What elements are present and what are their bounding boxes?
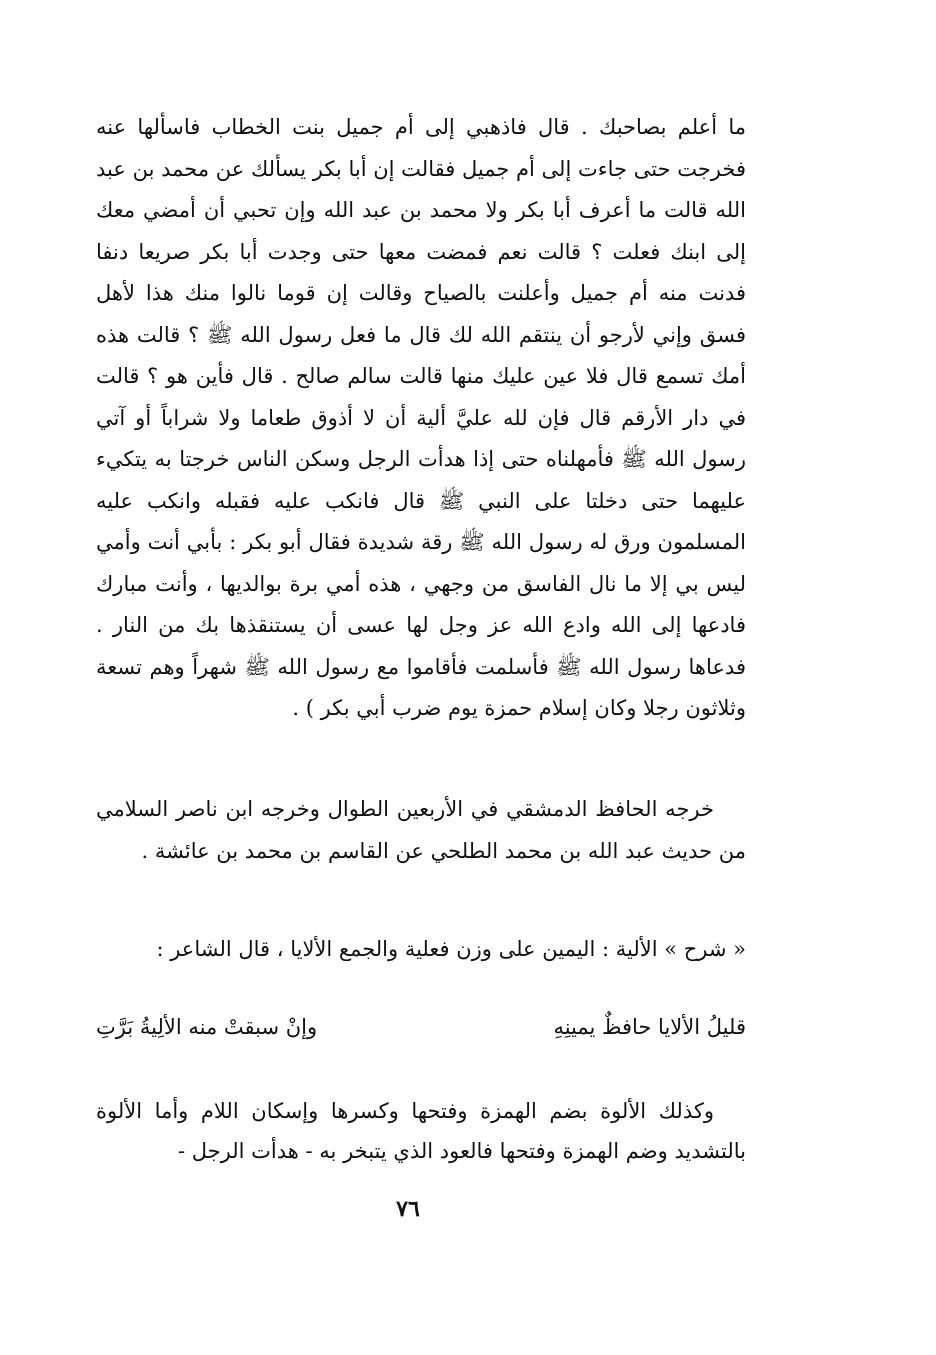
poetry-verse xyxy=(96,1005,746,1049)
final-paragraph: وكذلك الألوة بضم الهمزة وفتحها وكسرها وإسكان اللام وأما الألوة بالتشديد وضم الهمزة وفتحها فالعود الذي يتبخر به - هدأت الرجل - xyxy=(96,1099,746,1163)
verse-second-hemistich: وإنْ سبقتْ منه الألِيةُ بَرَّتِ xyxy=(96,1015,318,1039)
explanation-paragraph: « شرح » الألية : اليمين على وزن فعلية والجمع الألايا ، قال الشاعر : xyxy=(156,937,746,961)
page-number: ٧٦ xyxy=(396,1196,420,1222)
hadith-source-paragraph: خرجه الحافظ الدمشقي في الأربعين الطوال وخرجه ابن ناصر السلامي من حديث عبد الله بن محمد الطلحي عن القاسم بن محمد بن عائشة . xyxy=(96,797,746,863)
verse-first-hemistich: قليلُ الألايا حافظٌ يمينِهِ xyxy=(553,1015,746,1039)
main-narrative-paragraph: ما أعلم بصاحبك . قال فاذهبي إلى أم جميل بنت الخطاب فاسألها عنه فخرجت حتى جاءت إلى أم جميل فقالت إن أبا بكر يسألك عن محمد بن عبد الله قالت ما أعرف أبا بكر ولا محمد بن عبد الله وإن تحبي أن أمضي معك إلى ابنك فعلت ؟ قالت نعم فمضت معها حتى وجدت أبا بكر صريعا دنفا فدنت منه أم جميل وأعلنت بالصياح وقالت إن قوما نالوا منك هذا لأهل فسق وإني لأرجو أن ينتقم الله لك قال ما فعل رسول الله ﷺ ؟ قالت هذه أمك تسمع قال فلا عين عليك منها قالت سالم صالح . قال فأين هو ؟ قالت في دار الأرقم قال فإن لله عليَّ ألية أن لا أذوق طعاما ولا شراباً أو آتي رسول الله ﷺ فأمهلناه حتى إذا هدأت الرجل وسكن الناس خرجتا به يتكيء عليهما حتى دخلتا على النبي ﷺ قال فانكب عليه فقبله وانكب عليه المسلمون ورق له رسول الله ﷺ رقة شديدة فقال أبو بكر : بأبي أنت وأمي ليس بي إلا ما نال الفاسق من وجهي ، هذه أمي برة بوالديها ، وأنت مبارك فادعها إلى الله وادع الله عز وجل لها عسى أن يستنقذها بك من النار . فدعاها رسول الله ﷺ فأسلمت فأقاموا مع رسول الله ﷺ شهراً وهم تسعة وثلاثون رجلا وكان إسلام حمزة يوم ضرب أبي بكر ) . xyxy=(96,115,746,720)
